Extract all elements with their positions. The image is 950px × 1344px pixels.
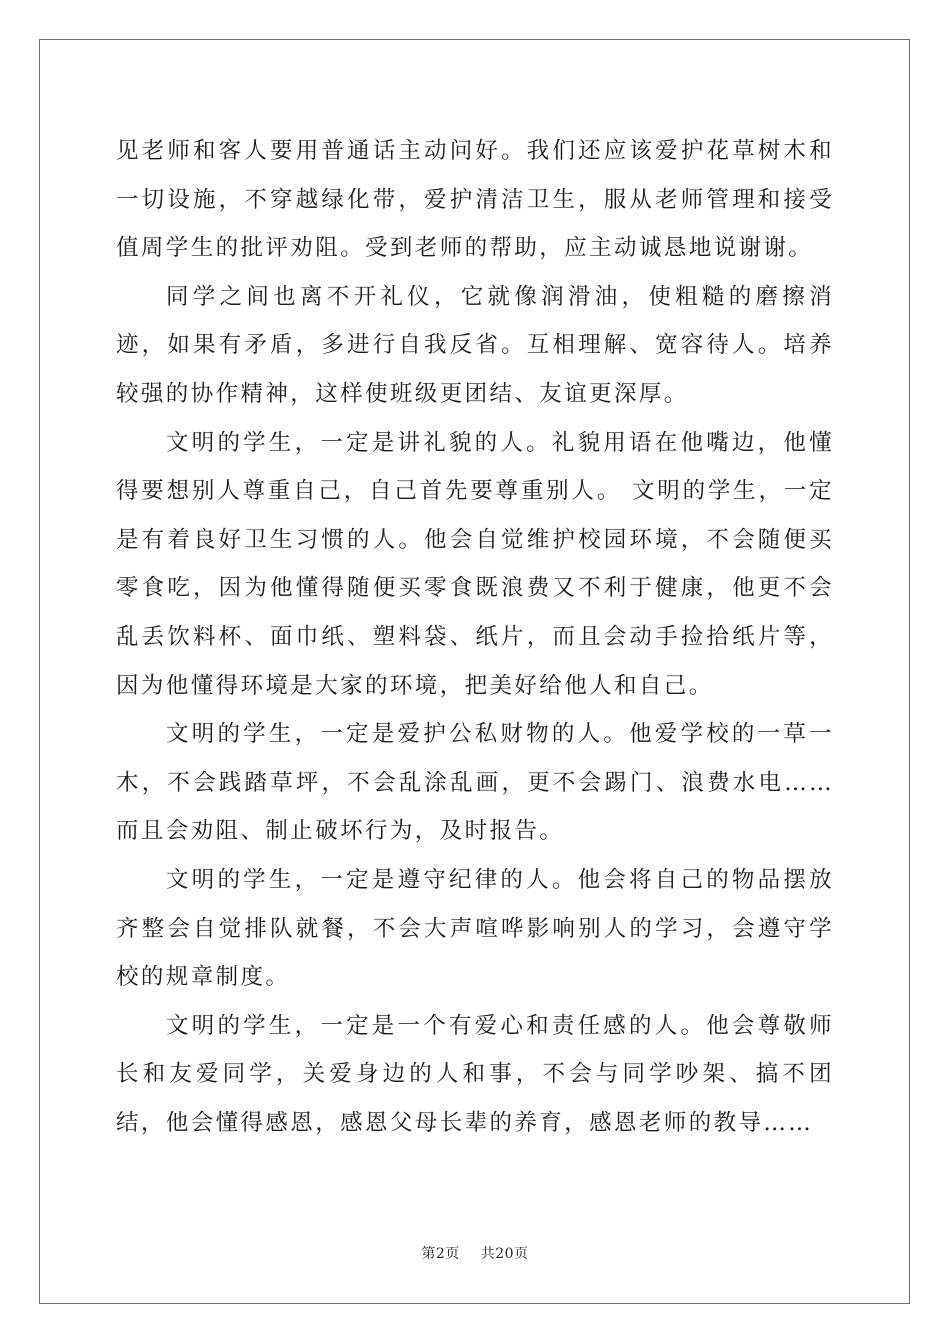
paragraph-5: 文明的学生，一定是遵守纪律的人。他会将自己的物品摆放齐整会自觉排队就餐，不会大声喧哗影响别人的学习，会遵守学校的规章制度。 <box>116 866 834 991</box>
paragraph-4: 文明的学生，一定是爱护公私财物的人。他爱学校的一草一木，不会践踏草坪，不会乱涂乱画，更不会踢门、浪费水电……而且会劝阻、制止破坏行为，及时报告。 <box>116 721 834 845</box>
paragraph-6: 文明的学生，一定是一个有爱心和责任感的人。他会尊敬师长和友爱同学，关爱身边的人和事，不会与同学吵架、搞不团结，他会懂得感恩，感恩父母长辈的养育，感恩老师的教导…… <box>116 1012 834 1136</box>
paragraph-3: 文明的学生，一定是讲礼貌的人。礼貌用语在他嘴边，他懂得要想别人尊重自己，自己首先要尊重别人。 文明的学生，一定是有着良好卫生习惯的人。他会自觉维护校园环境，不会随便买零食吃，因为他懂得随便买零食既浪费又不利于健康，他更不会乱丢饮料杯、面巾纸、塑料袋、纸片，而且会动手捡拾纸片等，因为他懂得环境是大家的环境，把美好给他人和自己。 <box>116 429 834 699</box>
paragraph-2: 同学之间也离不开礼仪，它就像润滑油，使粗糙的磨擦消迹，如果有矛盾，多进行自我反省。互相理解、宽容待人。培养较强的协作精神，这样使班级更团结、友谊更深厚。 <box>116 283 834 407</box>
page-number-current: 第2页 <box>421 1246 460 1262</box>
page-footer <box>0 1243 950 1263</box>
document-body <box>116 127 834 1147</box>
paragraph-1: 见老师和客人要用普通话主动问好。我们还应该爱护花草树木和一切设施，不穿越绿化带，爱护清洁卫生，服从老师管理和接受值周学生的批评劝阻。受到老师的帮助，应主动诚恳地说谢谢。 <box>116 138 834 262</box>
page-number-total: 共20页 <box>480 1246 529 1262</box>
